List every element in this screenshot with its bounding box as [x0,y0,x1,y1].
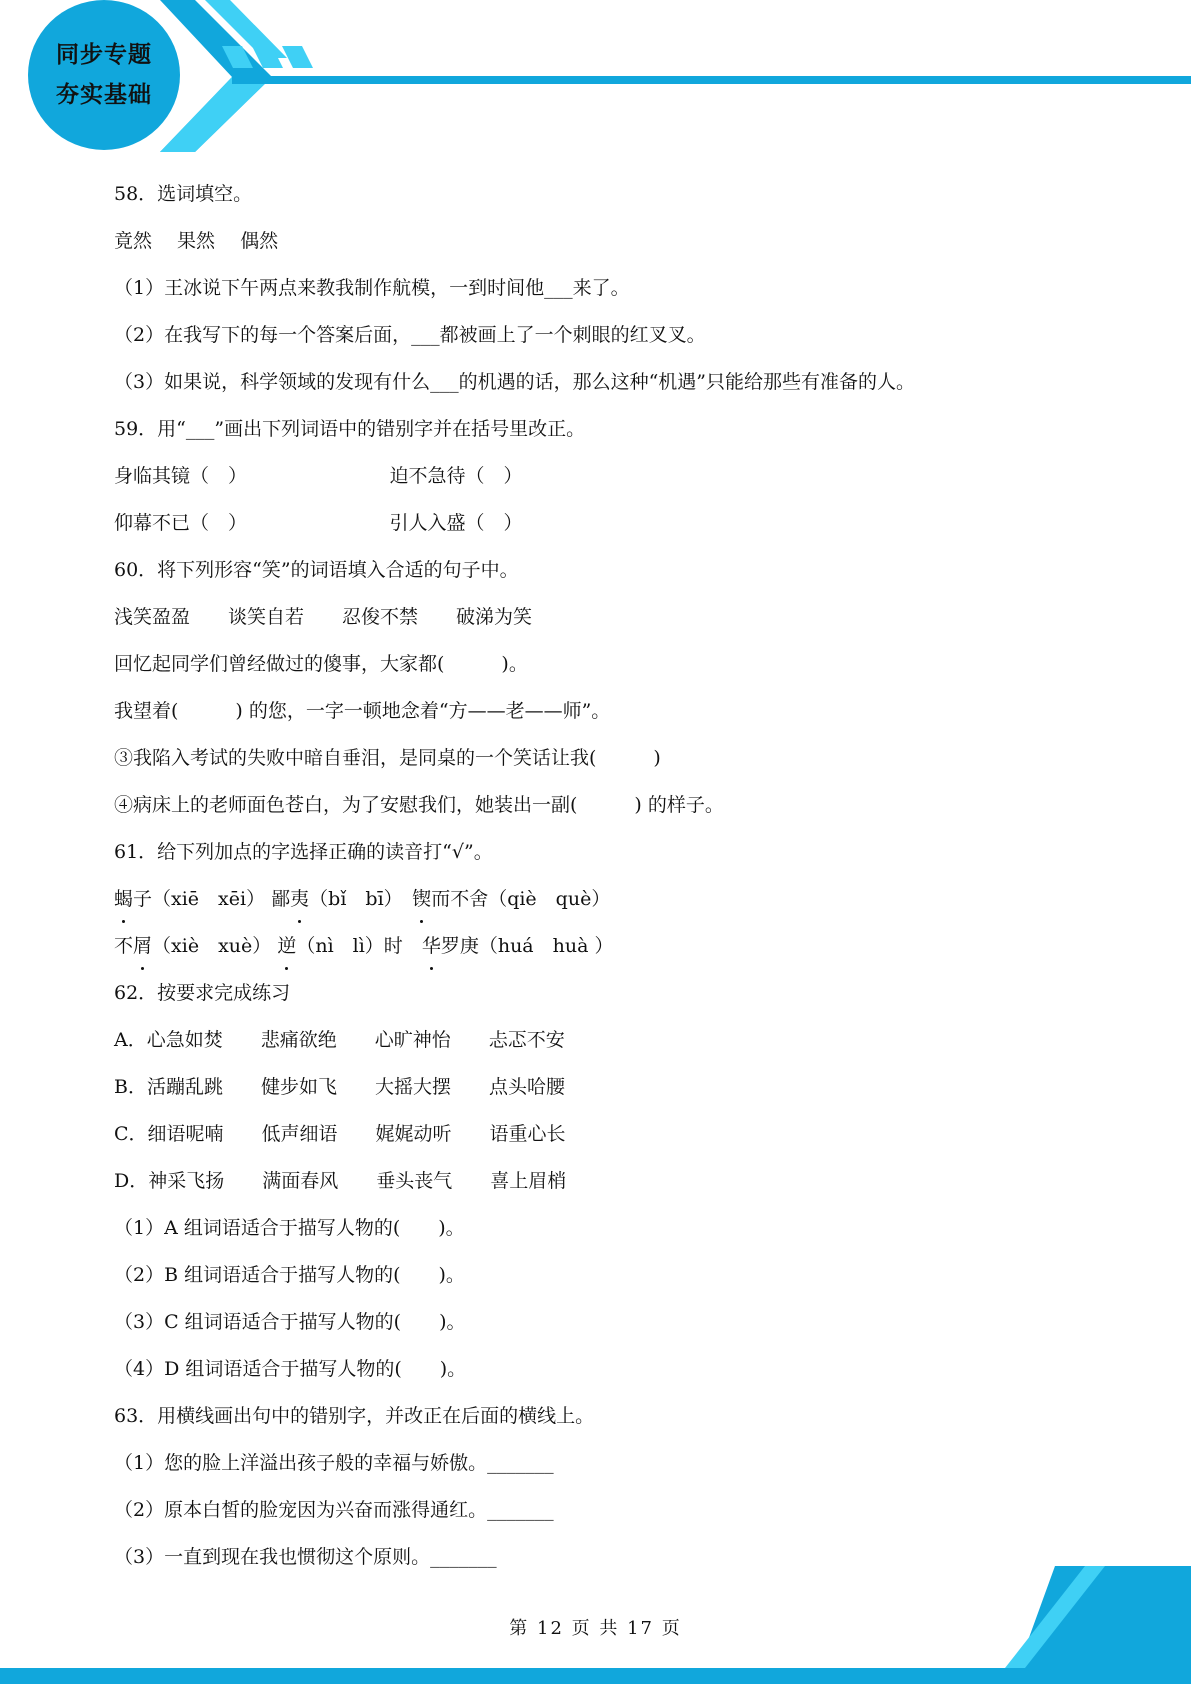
q58-options: 竟然 果然 偶然 [114,230,279,252]
dotted-char: 逆 [277,928,296,964]
q62-item-3: （3）C 组词语适合于描写人物的( )。 [114,1311,466,1333]
q59-row-1: 身临其镜（ ） 迫不急待（ ） [114,465,523,487]
q58-title: 58．选词填空。 [114,183,253,205]
dotted-char: 华 [422,928,441,964]
document-body [114,176,1114,1586]
q63-item-1: （1）您的脸上洋溢出孩子般的幸福与娇傲。_______ [114,1452,554,1474]
dotted-char: 屑 [133,928,152,964]
q62-item-1: （1）A 组词语适合于描写人物的( )。 [114,1217,465,1239]
pinyin-text: （nì lì）时 [296,935,403,957]
q60-options: 浅笑盈盈 谈笑自若 忍俊不禁 破涕为笑 [114,606,533,628]
word-text: 鄙 [271,888,291,910]
q61-row-2 [114,928,1114,975]
footer-banner [0,1566,1191,1684]
badge-line-1: 同步专题 [56,42,152,68]
q62-item-2: （2）B 组词语适合于描写人物的( )。 [114,1264,465,1286]
q61-title: 61．给下列加点的字选择正确的读音打“√”。 [114,841,493,863]
q58-item-2: （2）在我写下的每一个答案后面，___都被画上了一个刺眼的红叉叉。 [114,324,706,346]
q60-item-3: ③我陷入考试的失败中暗自垂泪，是同桌的一个笑话让我( ) [114,747,661,769]
pinyin-text: （bǐ bī） [309,888,394,910]
q60-item-2: 我望着( ) 的您，一字一顿地念着“方——老——师”。 [114,700,611,722]
q59-row-2: 仰幕不已（ ） 引人入盛（ ） [114,512,523,534]
q63-item-3: （3）一直到现在我也惯彻这个原则。_______ [114,1546,497,1568]
q59-title: 59．用“___”画出下列词语中的错别字并在括号里改正。 [114,418,586,440]
q62-item-4: （4）D 组词语适合于描写人物的( )。 [114,1358,467,1380]
q61-row-1 [114,881,1114,928]
word-text: 不 [114,935,134,957]
section-badge [28,0,180,150]
page-number: 第 12 页 共 17 页 [509,1618,682,1639]
q60-title: 60．将下列形容“笑”的词语填入合适的句子中。 [114,559,519,581]
q62-title: 62．按要求完成练习 [114,982,291,1004]
pinyin-text: 罗庚（huá huà ） [440,935,614,957]
q62-group-b: B．活蹦乱跳 健步如飞 大摇大摆 点头哈腰 [114,1076,565,1098]
q60-item-1: 回忆起同学们曾经做过的傻事，大家都( )。 [114,653,528,675]
q62-group-d: D．神采飞扬 满面春风 垂头丧气 喜上眉梢 [114,1170,567,1192]
q60-item-4: ④病床上的老师面色苍白，为了安慰我们，她装出一副( ) 的样子。 [114,794,724,816]
q58-item-1: （1）王冰说下午两点来教我制作航模，一到时间他___来了。 [114,277,630,299]
q63-title: 63．用横线画出句中的错别字，并改正在后面的横线上。 [114,1405,595,1427]
dotted-char: 夷 [290,881,309,917]
pinyin-text: 子（xiē xēi） [133,888,266,910]
q58-item-3: （3）如果说，科学领域的发现有什么___的机遇的话，那么这种“机遇”只能给那些有准备的人。 [114,371,916,393]
pinyin-text: 而不舍（qiè què） [431,888,611,910]
q62-group-c: C．细语呢喃 低声细语 娓娓动听 语重心长 [114,1123,566,1145]
pinyin-text: （xiè xuè） [152,935,272,957]
q63-item-2: （2）原本白皙的脸宠因为兴奋而涨得通红。_______ [114,1499,554,1521]
dotted-char: 锲 [412,881,431,917]
q62-group-a: A．心急如焚 悲痛欲绝 心旷神怡 忐忑不安 [114,1029,565,1051]
badge-line-2: 夯实基础 [56,82,152,108]
dotted-char: 蝎 [114,881,133,917]
